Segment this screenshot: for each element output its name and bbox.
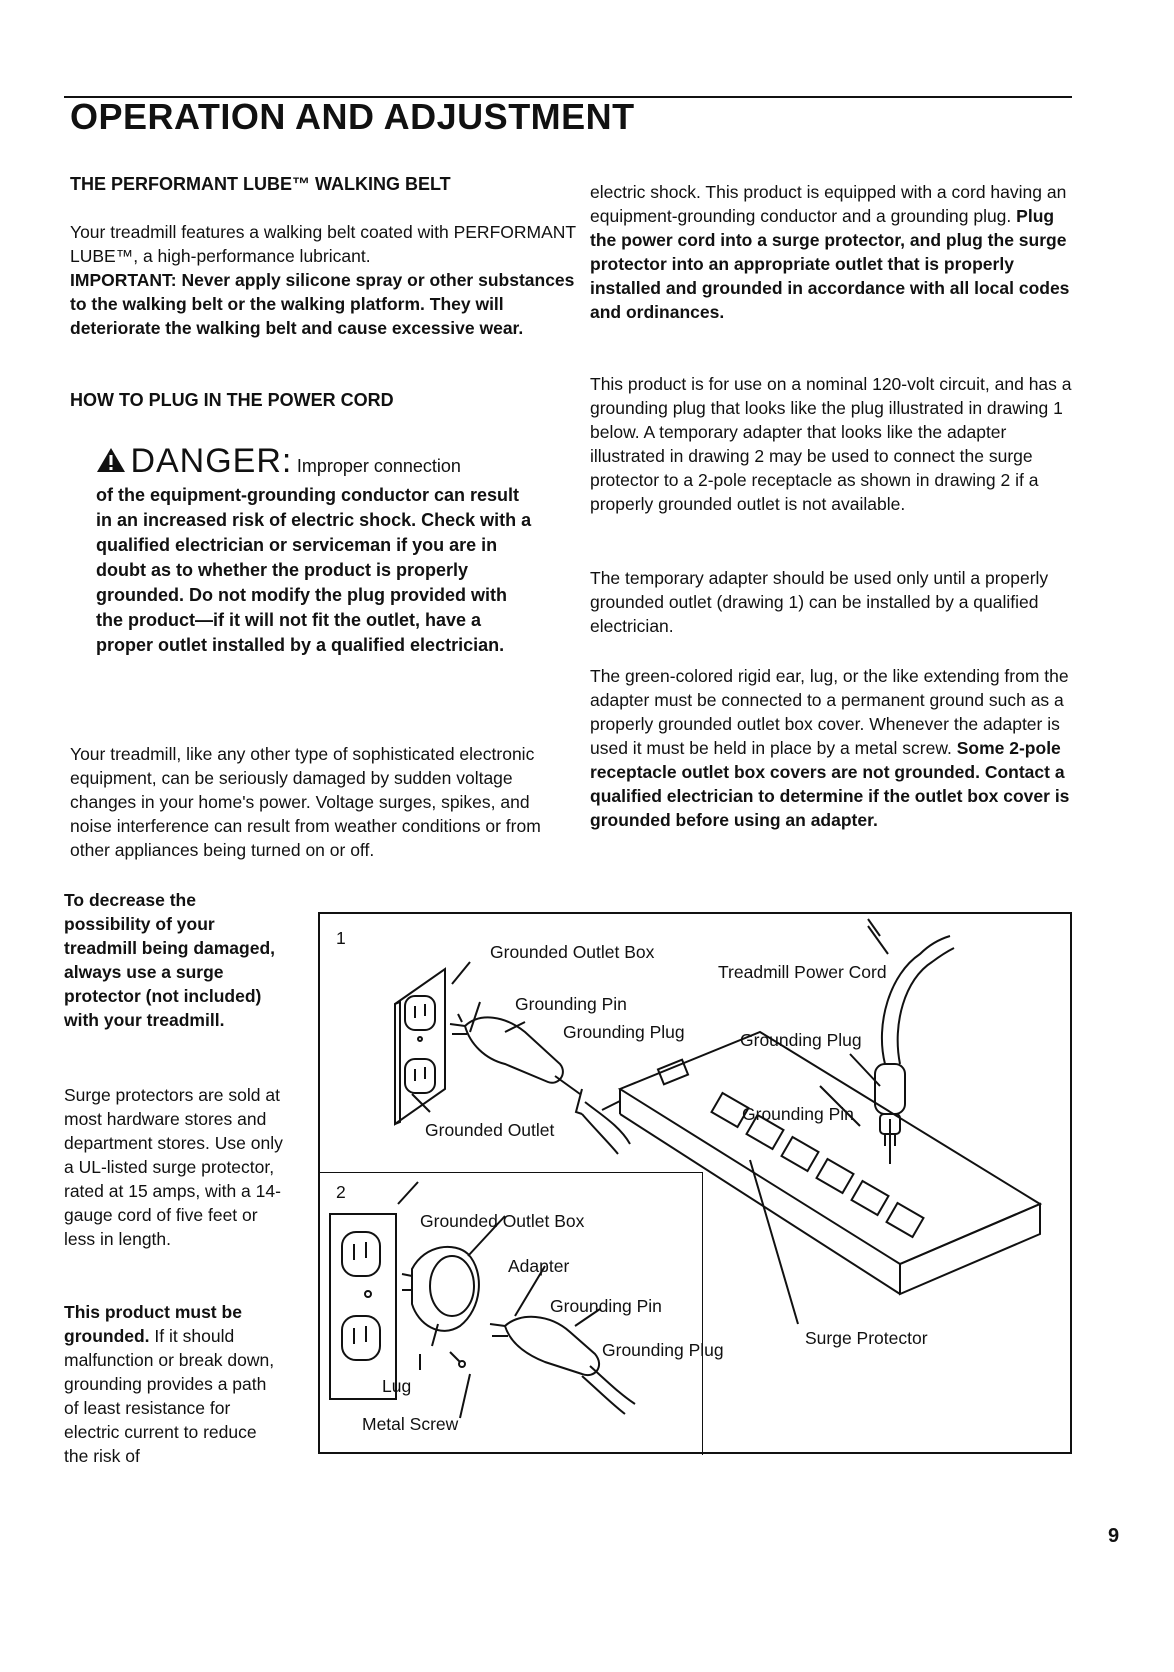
- ear-text: [590, 664, 1080, 832]
- label-d2-grounding-plug: Grounding Plug: [602, 1340, 724, 1360]
- surge-protectors-paragraph: Surge protectors are sold at most hardware stores and department stores. Use only a UL-listed surge protector, rated at 15 amps, with a 14-gauge cord of five feet or less in length.: [64, 1085, 283, 1249]
- label-d2-lug: Lug: [382, 1376, 412, 1396]
- circuit-text: This product is for use on a nominal 120-volt circuit, and has a grounding plug that looks like the plug illustrated in drawing 1 below. A temporary adapter that looks like the adapter illustrated in drawing 2 may be used to connect the surge protector to a 2-pole receptacle as shown in drawing 2 if a properly grounded outlet is not available.: [590, 374, 1072, 514]
- circuit-paragraph: [590, 372, 1080, 516]
- label-d2-grounding-pin: Grounding Pin: [550, 1296, 662, 1316]
- temp-adapter-text: The temporary adapter should be used only until a properly grounded outlet (drawing 1) can be installed by a qualified electrician.: [590, 568, 1049, 636]
- temp-adapter-paragraph: [590, 566, 1080, 638]
- continuation-bold: Plug the power cord into a surge protector, and plug the surge protector into an appropriate outlet that is properly installed and grounded in accordance with all local codes and ordinances.: [590, 206, 1070, 322]
- belt-paragraph: Your treadmill features a walking belt coated with PERFORMANT LUBE™, a high-performance lubricant.: [70, 222, 576, 266]
- label-surge-protector: Surge Protector: [805, 1328, 928, 1348]
- continuation-paragraph: [590, 180, 1080, 324]
- label-d2-adapter: Adapter: [508, 1256, 570, 1276]
- label-d1-grounding-pin: Grounding Pin: [515, 994, 627, 1014]
- danger-lead: Improper connection: [296, 456, 461, 476]
- grounded-paragraph: [64, 1300, 284, 1468]
- label-d2-grounded-outlet-box: Grounded Outlet Box: [420, 1211, 585, 1231]
- surge-warning: To decrease the possibility of your treadmill being damaged, always use a surge protector (not included) with your treadmill.: [64, 890, 276, 1030]
- label-right-grounding-pin: Grounding Pin: [742, 1104, 854, 1124]
- ear-paragraph: [590, 664, 1080, 832]
- adapter-drawing: [402, 1247, 479, 1367]
- grounding-plug-drawing-2: [490, 1317, 635, 1414]
- label-d1-grounding-plug: Grounding Plug: [563, 1022, 685, 1042]
- danger-warning: [96, 442, 536, 658]
- belt-warning: IMPORTANT: Never apply silicone spray or other substances to the walking belt or the walking platform. They will deteriorate the walking belt and cause excessive wear.: [70, 270, 575, 338]
- danger-word: DANGER:: [130, 442, 293, 480]
- wiring-illustration: [320, 914, 1074, 1456]
- surge-section: [70, 742, 550, 862]
- drawing-1-number: 1: [336, 928, 346, 948]
- continuation-text: electric shock. This product is equipped with a cord having an equipment-grounding conductor and a grounding plug.: [590, 182, 1067, 226]
- two-pole-outlet-drawing: [330, 1214, 396, 1399]
- ear-plain: The green-colored rigid ear, lug, or the like extending from the adapter must be connected to a permanent ground such as a properly grounded outlet box cover. Whenever the adapter is used it must be held in place by a metal screw.: [590, 666, 1069, 758]
- label-treadmill-power-cord: Treadmill Power Cord: [718, 962, 887, 982]
- belt-heading: THE PERFORMANT LUBE™ WALKING BELT: [70, 174, 451, 194]
- wiring-figure: [318, 912, 1072, 1454]
- right-section-1: [590, 180, 1080, 324]
- danger-body: of the equipment-grounding conductor can result in an increased risk of electric shock. Check with a qualified electrician or serviceman if you are in doubt as to whether the product is properly grounded. Do not modify the plug provided with the product—if it will not fit the outlet, have a proper outlet installed by a qualified electrician.: [96, 485, 532, 655]
- page-number: 9: [1108, 1525, 1120, 1547]
- surge-paragraph: Your treadmill, like any other type of sophisticated electronic equipment, can be seriously damaged by sudden voltage changes in your home's power. Voltage surges, spikes, and noise interference can result from weather conditions or from other appliances being turned on or off.: [70, 744, 541, 860]
- drawing-2-number: 2: [336, 1182, 346, 1202]
- ear-bold: Some 2-pole receptacle outlet box covers are not grounded. Contact a qualified electrician to determine if the outlet box cover is grounded before using an adapter.: [590, 738, 1070, 830]
- page-title: OPERATION AND ADJUSTMENT: [70, 96, 635, 137]
- label-d1-grounded-outlet-box: Grounded Outlet Box: [490, 942, 655, 962]
- warning-triangle-icon: [96, 446, 126, 474]
- treadmill-plug-drawing: [875, 936, 954, 1150]
- grounded-bold: This product must be grounded.: [64, 1302, 242, 1346]
- label-d1-grounded-outlet: Grounded Outlet: [425, 1120, 555, 1140]
- label-d2-metal-screw: Metal Screw: [362, 1414, 459, 1434]
- surge-protector-drawing: [602, 1032, 1040, 1294]
- grounded-text: If it should malfunction or break down, grounding provides a path of least resistance for electric current to reduce the risk of: [64, 1326, 275, 1466]
- plug-heading: HOW TO PLUG IN THE POWER CORD: [70, 390, 394, 410]
- label-right-grounding-plug: Grounding Plug: [740, 1030, 862, 1050]
- belt-section: [70, 220, 580, 340]
- danger-title-line: [96, 442, 536, 481]
